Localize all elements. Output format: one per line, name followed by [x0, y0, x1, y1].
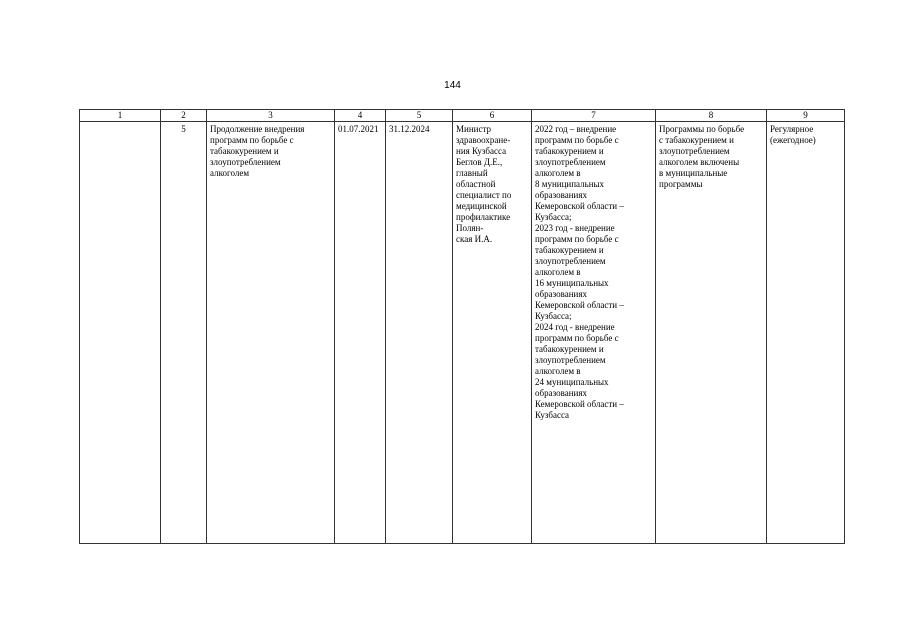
- cell-frequency: Регулярное (ежегодное): [767, 122, 845, 544]
- column-number-1: 1: [80, 110, 161, 122]
- column-number-row: [80, 110, 845, 122]
- column-number-5: 5: [386, 110, 453, 122]
- cell-end-date: 31.12.2024: [386, 122, 453, 544]
- table-row: [80, 122, 845, 544]
- cell-expected-result: 2022 год – внедрение программ по борьбе с табакокурением и злоупотреблением алкоголем в 8 муниципальных образованиях Кемеровской области – Кузбасса; 2023 год - внедрение программ по борьбе с табакокурением и злоупотреблением алкоголем в 16 муниципальных образованиях Кемеровской области – Кузбасса; 2024 год - внедрение программ по борьбе с табакокурением и злоупотреблением алкоголем в 24 муниципальных образованиях Кемеровской области – Кузбасса: [532, 122, 656, 544]
- page-number: 144: [444, 80, 461, 91]
- column-number-8: 8: [656, 110, 767, 122]
- cell-measure-name: Продолжение внедрения программ по борьбе с табакокурением и злоупотреблением алкоголем: [207, 122, 335, 544]
- cell-empty: [80, 122, 161, 544]
- column-number-3: 3: [207, 110, 335, 122]
- cell-responsible: Министр здравоохране- ния Кузбасса Беглов Д.Е., главный областной специалист по медицинской профилактике Полян- ская И.А.: [453, 122, 532, 544]
- cell-indicator: Программы по борьбе с табакокурением и злоупотреблением алкоголем включены в муниципальные программы: [656, 122, 767, 544]
- column-number-9: 9: [767, 110, 845, 122]
- column-number-7: 7: [532, 110, 656, 122]
- cell-item-number: 5: [161, 122, 207, 544]
- cell-start-date: 01.07.2021: [335, 122, 386, 544]
- measures-table: [79, 109, 845, 544]
- column-number-6: 6: [453, 110, 532, 122]
- column-number-4: 4: [335, 110, 386, 122]
- column-number-2: 2: [161, 110, 207, 122]
